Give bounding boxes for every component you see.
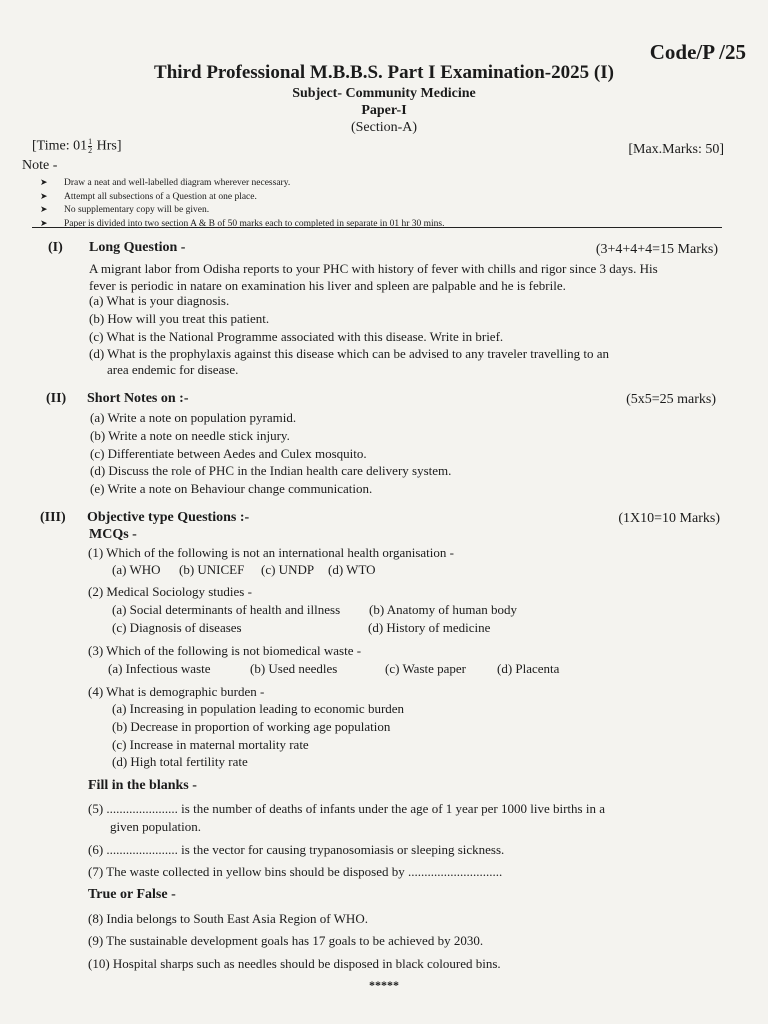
mcq3-option-a: (a) Infectious waste xyxy=(108,661,211,676)
q1-heading: Long Question - xyxy=(89,240,186,255)
instruction-item: ➤ No supplementary copy will be given. xyxy=(40,204,210,215)
time-suffix: Hrs] xyxy=(93,138,122,154)
mcq1-question: (1) Which of the following is not an international health organisation - xyxy=(88,545,454,560)
mcq3-option-c: (c) Waste paper xyxy=(385,661,467,676)
instruction-item: ➤ Paper is divided into two section A & B of 50 marks each to completed in separate in 01 hr 30 mins. xyxy=(40,217,445,229)
q3-heading: Objective type Questions :- xyxy=(87,510,250,525)
q2-part-e: (e) Write a note on Behaviour change communication. xyxy=(90,481,373,496)
arrow-icon: ➤ xyxy=(40,190,48,201)
mcq2-option-a: (a) Social determinants of health and illness xyxy=(112,602,341,617)
q1-part-a: (a) What is your diagnosis. xyxy=(89,293,230,308)
arrow-icon: ➤ xyxy=(40,204,48,214)
q2-heading: Short Notes on :- xyxy=(87,391,189,406)
note-label: Note - xyxy=(22,158,58,173)
arrow-icon: ➤ xyxy=(40,177,48,187)
tf-8: (8) India belongs to South East Asia Region of WHO. xyxy=(88,911,368,926)
q3-marks: (1X10=10 Marks) xyxy=(618,511,720,526)
q1-number: (I) xyxy=(48,240,63,255)
fill-7: (7) The waste collected in yellow bins should be disposed by ............................. xyxy=(88,864,503,879)
fill-5-line1: (5) ...................... is the number of deaths of infants under the age of 1 year per 1000 live births in a xyxy=(88,801,605,816)
time-frac-num: 1 xyxy=(88,137,93,146)
mcq2-option-d: (d) History of medicine xyxy=(368,620,491,635)
section-line: (Section-A) xyxy=(350,120,418,135)
mcq1-option-d: (d) WTO xyxy=(328,562,376,577)
time-frac-den: 2 xyxy=(88,146,93,155)
end-marker: ***** xyxy=(369,978,399,992)
q1-part-d: (d) What is the prophylaxis against this disease which can be advised to any traveler travelling to an xyxy=(89,346,609,361)
mcq3-option-d: (d) Placenta xyxy=(497,661,560,676)
q2-part-c: (c) Differentiate between Aedes and Culex mosquito. xyxy=(90,446,367,461)
fill-6: (6) ...................... is the vector for causing trypanosomiasis or sleeping sickness. xyxy=(88,842,505,857)
tf-10: (10) Hospital sharps such as needles should be disposed in black coloured bins. xyxy=(88,956,501,971)
q1-part-c: (c) What is the National Programme associated with this disease. Write in brief. xyxy=(89,329,504,344)
paper-line: Paper-I xyxy=(361,103,407,118)
mcq2-option-b: (b) Anatomy of human body xyxy=(369,602,518,617)
mcq1-option-a: (a) WHO xyxy=(112,562,161,577)
max-marks: [Max.Marks: 50] xyxy=(628,142,724,157)
mcq3-option-b: (b) Used needles xyxy=(250,661,338,676)
true-false-label: True or False - xyxy=(88,887,176,902)
q3-number: (III) xyxy=(40,510,66,525)
mcq4-question: (4) What is demographic burden - xyxy=(88,684,265,699)
header-divider xyxy=(32,227,722,228)
instruction-item: ➤ Draw a neat and well-labelled diagram wherever necessary. xyxy=(40,177,291,188)
q2-marks: (5x5=25 marks) xyxy=(626,392,716,407)
fill-5-line2: given population. xyxy=(110,819,201,834)
exam-title: Third Professional M.B.B.S. Part I Examination-2025 (I) xyxy=(154,62,614,83)
time-fraction xyxy=(88,138,92,155)
mcq2-question: (2) Medical Sociology studies - xyxy=(88,584,252,599)
mcq1-option-c: (c) UNDP xyxy=(261,562,315,577)
instructions-list xyxy=(40,176,444,230)
q1-part-b: (b) How will you treat this patient. xyxy=(89,311,270,326)
mcq4-option-b: (b) Decrease in proportion of working age population xyxy=(112,719,391,734)
q1-stem-line2: fever is periodic in natare on examination his liver and spleen are palpable and he is febrile. xyxy=(89,278,566,293)
paper-code: Code/P /25 xyxy=(649,40,746,64)
mcq4-option-d: (d) High total fertility rate xyxy=(112,754,248,769)
q1-part-d-cont: area endemic for disease. xyxy=(107,362,239,377)
q1-marks: (3+4+4+4=15 Marks) xyxy=(595,242,718,257)
subject-line: Subject- Community Medicine xyxy=(292,86,476,101)
mcq3-question: (3) Which of the following is not biomedical waste - xyxy=(88,643,362,658)
q2-part-d: (d) Discuss the role of PHC in the Indian health care delivery system. xyxy=(90,463,452,478)
q2-part-b: (b) Write a note on needle stick injury. xyxy=(90,428,290,443)
arrow-icon: ➤ xyxy=(40,217,48,228)
mcq4-option-a: (a) Increasing in population leading to economic burden xyxy=(112,701,405,716)
tf-9: (9) The sustainable development goals has 17 goals to be achieved by 2030. xyxy=(88,933,484,948)
q1-stem-line1: A migrant labor from Odisha reports to your PHC with history of fever with chills and rigor since 3 days. His xyxy=(89,261,658,276)
q2-number: (II) xyxy=(46,391,67,406)
time-allowed xyxy=(32,138,122,155)
time-prefix: [Time: 01 xyxy=(32,138,88,154)
mcq4-option-c: (c) Increase in maternal mortality rate xyxy=(112,737,309,752)
mcq1-option-b: (b) UNICEF xyxy=(179,562,245,577)
q2-part-a: (a) Write a note on population pyramid. xyxy=(90,410,297,425)
instruction-item: ➤ Attempt all subsections of a Question at one place. xyxy=(40,190,257,202)
fill-blanks-label: Fill in the blanks - xyxy=(88,778,197,793)
mcq-label: MCQs - xyxy=(89,527,137,542)
mcq2-option-c: (c) Diagnosis of diseases xyxy=(112,620,242,635)
